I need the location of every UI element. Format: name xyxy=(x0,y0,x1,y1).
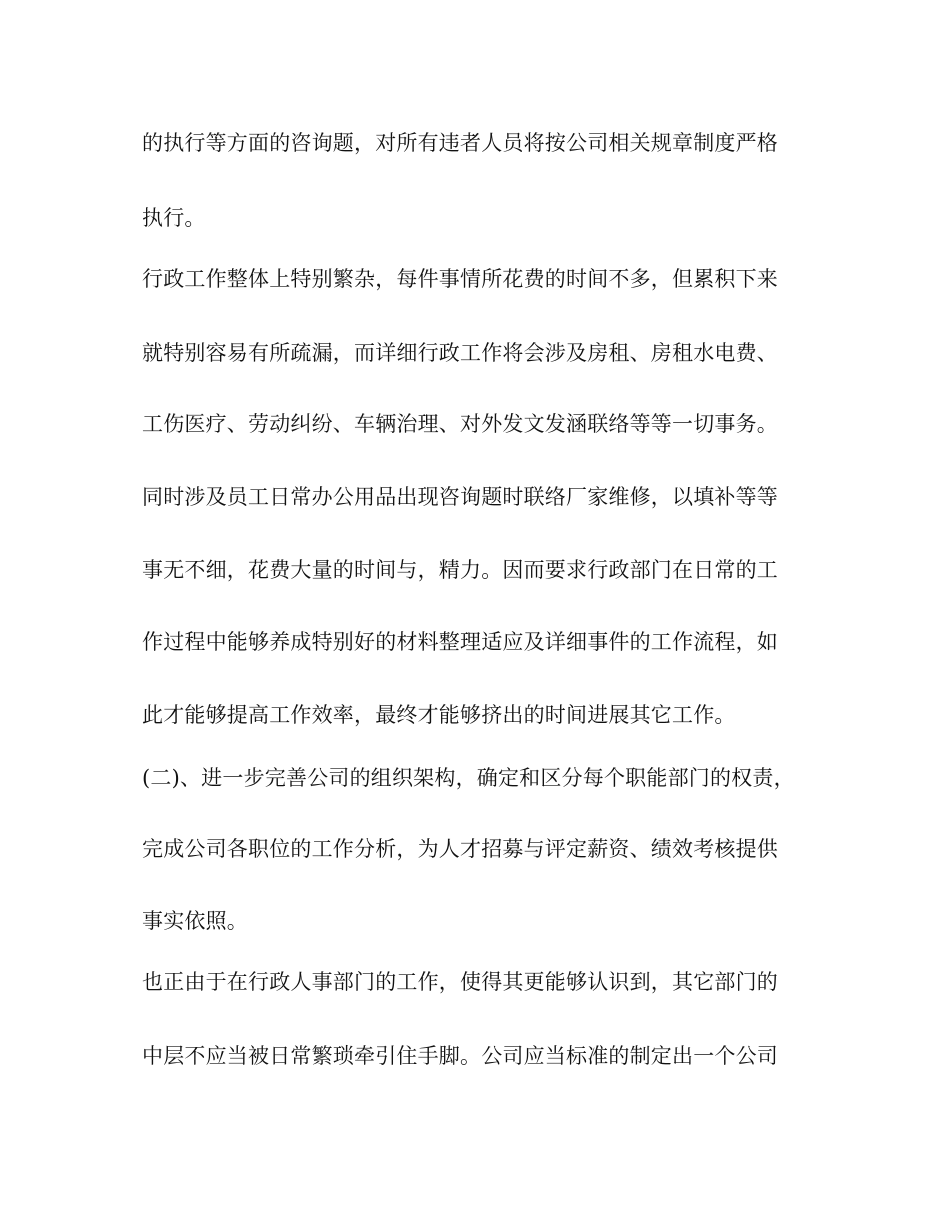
text-line: 事实依照。 xyxy=(142,909,248,933)
text-line: 此才能够提高工作效率，最终才能够挤出的时间进展其它工作。 xyxy=(142,703,736,727)
text-line: 完成公司各职位的工作分析，为人才招募与评定薪资、绩效考核提供 xyxy=(142,837,778,861)
text-line: 作过程中能够养成特别好的材料整理适应及详细事件的工作流程，如 xyxy=(142,630,778,654)
text-line: 的执行等方面的咨询题，对所有违者人员将按公司相关规章制度严格 xyxy=(142,131,778,155)
text-line: 就特别容易有所疏漏，而详细行政工作将会涉及房租、房租水电费、 xyxy=(142,341,778,365)
text-line: (二)、进一步完善公司的组织架构，确定和区分每个职能部门的权责， xyxy=(142,766,795,790)
text-line: 工伤医疗、劳动纠纷、车辆治理、对外发文发涵联络等等一切事务。 xyxy=(142,412,778,436)
text-line: 事无不细，花费大量的时间与，精力。因而要求行政部门在日常的工 xyxy=(142,558,778,582)
text-line: 执行。 xyxy=(142,206,206,230)
text-line: 也正由于在行政人事部门的工作，使得其更能够认识到，其它部门的 xyxy=(142,970,778,994)
text-line: 中层不应当被日常繁琐牵引住手脚。公司应当标准的制定出一个公司 xyxy=(142,1044,778,1068)
text-line: 行政工作整体上特别繁杂，每件事情所花费的时间不多，但累积下来 xyxy=(142,267,778,291)
text-line: 同时涉及员工日常办公用品出现咨询题时联络厂家维修，以填补等等 xyxy=(142,485,778,509)
